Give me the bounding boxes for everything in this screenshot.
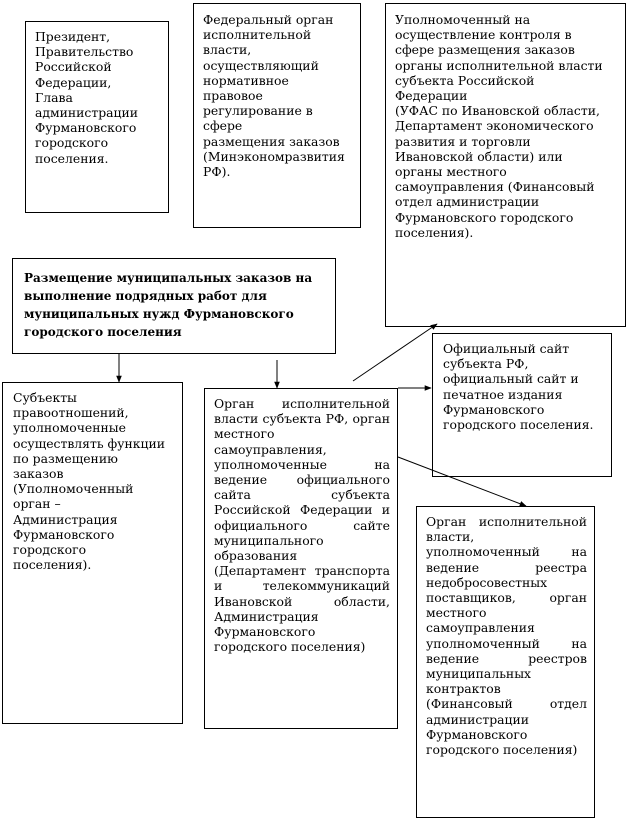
arrow-to-registry-organ <box>398 457 526 506</box>
placement-title: Размещение муниципальных заказов на выполнение подрядных работ для муниципальных нужд Фурмановского городского поселения <box>24 271 313 339</box>
official-site-text: Официальный сайт субъекта РФ, официальный сайт и печатное издания Фурмановского городского поселения. <box>443 341 594 433</box>
federal-organ-text: Федеральный орган исполнительной власти, осуществляющий нормативное правовое регулирование в сфере размещения заказов (Минэкономразвития РФ). <box>203 12 345 180</box>
arrow-to-control-organ <box>353 324 437 381</box>
website-organ-text: Орган исполнительной власти субъекта РФ, орган местного самоуправления, уполномоченные на ведение официального сайта субъекта Российской Федерации и официального сайте муниципального образования (Департамент транспорта и телекоммуникаций Ивановской области, Администрация Фурмановского городского поселения) <box>214 396 390 655</box>
control-organ-text: Уполномоченный на осуществление контроля в сфере размещения заказов органы исполнительной власти субъекта Российской Федерации (УФАС по Ивановской области, Департамент экономического развития и торговли Ивановской области) или органы местного самоуправления (Финансовый отдел администрации Фурмановского городского поселения). <box>395 12 603 240</box>
subjects-text: Субъекты правоотношений, уполномоченные осуществлять функции по размещению заказов (Уполномоченный орган – Администрация Фурмановского городского поселения). <box>13 390 166 573</box>
president-text: Президент, Правительство Российской Федерации, Глава администрации Фурмановского городского поселения. <box>35 29 139 166</box>
registry-organ-text: Орган исполнительной власти, уполномоченный на ведение реестра недобросовестных поставщиков, орган местного самоуправления уполномоченный на ведение реестров муниципальных контрактов (Финансовый отдел администрации Фурмановского городского поселения) <box>426 514 587 758</box>
